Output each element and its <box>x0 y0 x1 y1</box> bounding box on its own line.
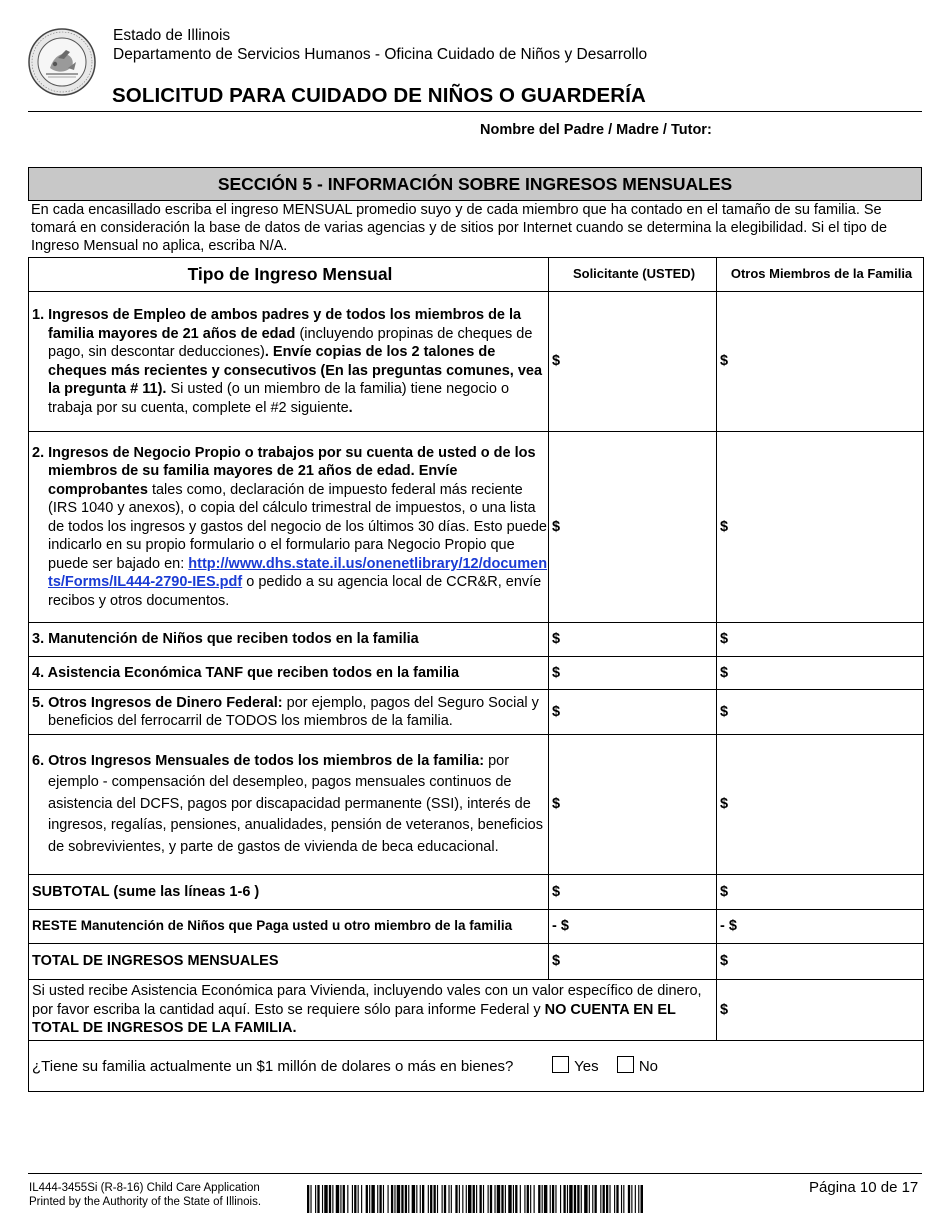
footer-divider <box>28 1173 922 1174</box>
currency-symbol: $ <box>552 518 561 535</box>
currency-symbol: $ <box>720 953 729 970</box>
subtotal-others-field[interactable] <box>717 875 924 910</box>
row-3-number: 3. <box>32 631 45 648</box>
currency-symbol: $ <box>720 703 729 720</box>
row-5-number: 5. <box>32 694 45 711</box>
row-5-bold-text: Otros Ingresos de Dinero Federal: <box>48 694 283 711</box>
currency-symbol: $ <box>720 1001 729 1018</box>
yes-checkbox[interactable] <box>552 1056 569 1073</box>
table-header-row <box>29 258 924 292</box>
currency-symbol: $ <box>720 796 729 813</box>
footer-form-id: IL444-3455Si (R-8-16) Child Care Application <box>29 1182 260 1194</box>
row-5-others-field[interactable] <box>717 690 924 735</box>
header-income-type: Tipo de Ingreso Mensual <box>29 258 549 292</box>
table-row-federal-income <box>29 690 924 735</box>
row-2-bold-text: Ingresos de Negocio Propio o trabajos por su cuenta de usted o de los miembros de su familia mayores de 21 años de edad. Envíe comprobantes <box>48 444 536 498</box>
table-row-self-employment <box>29 432 924 623</box>
currency-symbol: $ <box>720 883 729 900</box>
currency-symbol: $ <box>552 796 561 813</box>
subtract-label: RESTE Manutención de Niños que Paga usted u otro miembro de la familia <box>29 910 549 944</box>
footer-printed-by: Printed by the Authority of the State of Illinois. <box>29 1196 262 1208</box>
footer-form-info <box>29 1181 261 1209</box>
self-employment-form-link[interactable]: http://www.dhs.state.il.us/onenetlibrary/12/documents/Forms/IL444-2790-IES.pdf <box>48 555 548 591</box>
row-3-text: Manutención de Niños que reciben todos en la familia <box>48 631 419 648</box>
row-5-text: por ejemplo, pagos del Seguro Social y beneficios del ferrocarril de TODOS los miembros de la familia. <box>48 694 539 729</box>
table-row-subtotal <box>29 875 924 910</box>
row-6-applicant-field[interactable] <box>549 735 717 875</box>
no-option <box>617 1056 658 1077</box>
row-2-number: 2. <box>32 444 45 461</box>
row-4-label <box>29 657 549 690</box>
row-1-text-2: Si usted (o un miembro de la familia) tiene negocio o trabaja por su cuenta, complete el #2 siguiente <box>48 381 510 416</box>
currency-symbol: $ <box>552 631 561 648</box>
table-row-other-monthly-income <box>29 735 924 875</box>
table-row-total <box>29 944 924 980</box>
currency-symbol: $ <box>720 664 729 681</box>
header-divider <box>28 111 922 112</box>
section-5-header: SECCIÓN 5 - INFORMACIÓN SOBRE INGRESOS MENSUALES <box>28 167 922 201</box>
row-1-bold-text: Ingresos de Empleo de ambos padres y de todos los miembros de la familia mayores de 21 años de edad <box>48 307 522 342</box>
table-row-child-support-received <box>29 623 924 657</box>
row-5-label <box>29 690 549 735</box>
housing-text: Si usted recibe Asistencia Económica para Vivienda, incluyendo vales con un valor específico de dinero, por favor escriba la cantidad aquí. Esto se requiere sólo para informe Federal y <box>32 983 702 1018</box>
table-row-employment <box>29 292 924 432</box>
assets-question-cell <box>29 1041 924 1092</box>
row-1-period: . <box>348 399 353 416</box>
total-label: TOTAL DE INGRESOS MENSUALES <box>29 944 549 980</box>
row-1-others-field[interactable] <box>717 292 924 432</box>
row-3-applicant-field[interactable] <box>549 623 717 657</box>
no-checkbox[interactable] <box>617 1056 634 1073</box>
parent-name-label: Nombre del Padre / Madre / Tutor: <box>480 122 712 138</box>
currency-symbol: $ <box>720 353 729 370</box>
table-row-housing-assistance <box>29 980 924 1041</box>
table-row-tanf <box>29 657 924 690</box>
row-2-label <box>29 432 549 623</box>
subtract-applicant-field[interactable] <box>549 910 717 944</box>
header-applicant: Solicitante (USTED) <box>549 258 717 292</box>
currency-symbol: $ <box>552 703 561 720</box>
currency-symbol: $ <box>552 953 561 970</box>
no-label: No <box>638 1057 659 1075</box>
income-table <box>28 257 924 1092</box>
currency-symbol: $ <box>552 883 561 900</box>
agency-state: Estado de Illinois <box>113 27 231 44</box>
yes-option <box>552 1056 598 1077</box>
row-6-text: por ejemplo - compensación del desempleo, pagos mensuales continuos de asistencia del DCFS, pagos por discapacidad permanente (SSI), interés de ingresos, regalías, pensiones, anualidades, pensión de veteranos, beneficios de sobrevivientes, y parte de gastos de vivienda de beca educacional. <box>48 752 543 855</box>
total-applicant-field[interactable] <box>549 944 717 980</box>
housing-assistance-label <box>29 980 717 1041</box>
row-1-label <box>29 292 549 432</box>
housing-bold-text: NO CUENTA EN EL TOTAL DE INGRESOS DE LA FAMILIA. <box>32 1001 676 1037</box>
row-5-applicant-field[interactable] <box>549 690 717 735</box>
table-row-subtract-child-support <box>29 910 924 944</box>
housing-assistance-field[interactable] <box>717 980 924 1041</box>
row-2-applicant-field[interactable] <box>549 432 717 623</box>
row-4-text: Asistencia Económica TANF que reciben todos en la familia <box>47 664 460 681</box>
row-1-bold-instructions: . Envíe copias de los 2 talones de cheques más recientes y consecutivos (En las preguntas comunes, vea la pregunta # 11). <box>48 344 543 397</box>
row-6-label <box>29 735 549 875</box>
agency-department: Departamento de Servicios Humanos - Oficina Cuidado de Niños y Desarrollo <box>113 46 648 63</box>
barcode-icon <box>307 1185 643 1213</box>
currency-symbol: $ <box>720 518 729 535</box>
row-6-others-field[interactable] <box>717 735 924 875</box>
row-4-others-field[interactable] <box>717 657 924 690</box>
row-3-others-field[interactable] <box>717 623 924 657</box>
form-title: SOLICITUD PARA CUIDADO DE NIÑOS O GUARDERÍA <box>112 84 646 107</box>
assets-question-text: ¿Tiene su familia actualmente un $1 millón de dolares o más en bienes? <box>32 1057 514 1075</box>
subtotal-applicant-field[interactable] <box>549 875 717 910</box>
row-1-text: (incluyendo propinas de cheques de pago, sin descontar deducciones) <box>48 325 533 360</box>
row-3-label <box>29 623 549 657</box>
currency-symbol: $ <box>720 631 729 648</box>
currency-symbol: $ <box>552 664 561 681</box>
subtract-others-field[interactable] <box>717 910 924 944</box>
table-row-assets-question <box>29 1041 924 1092</box>
row-2-text-2: o pedido a su agencia local de CCR&R, envíe recibos y otros documentos. <box>48 574 542 609</box>
currency-symbol: $ <box>552 353 561 370</box>
section-intro: En cada encasillado escriba el ingreso MENSUAL promedio suyo y de cada miembro que ha contado en el tamaño de su familia. Se tomará en consideración la base de datos de varias agencias y de sitios por Internet cuando se determina la elegibilidad. Si el tipo de Ingreso Mensual no aplica, escriba N/A. <box>31 202 888 254</box>
header-other-members: Otros Miembros de la Familia <box>717 258 924 292</box>
row-4-applicant-field[interactable] <box>549 657 717 690</box>
minus-currency-symbol: - $ <box>552 918 569 935</box>
row-6-number: 6. <box>32 752 45 769</box>
row-1-number: 1. <box>32 307 45 323</box>
row-1-applicant-field[interactable] <box>549 292 717 432</box>
state-seal-icon <box>28 28 96 96</box>
row-2-text: tales como, declaración de impuesto federal más reciente (IRS 1040 y anexos), o copia del cálculo trimestral de impuestos, o una lista de todos los ingresos y gastos del negocio de los últimos 30 días. Esto puede indicarlo en su propio formulario o el formulario para Negocio Propio que puede ser bajado en: <box>48 481 547 572</box>
yes-label: Yes <box>574 1057 599 1075</box>
subtotal-label: SUBTOTAL (sume las líneas 1-6 ) <box>29 875 549 910</box>
total-others-field[interactable] <box>717 944 924 980</box>
page-number: Página 10 de 17 <box>809 1179 919 1196</box>
minus-currency-symbol: - $ <box>720 918 737 935</box>
row-4-number: 4. <box>32 664 45 681</box>
row-2-others-field[interactable] <box>717 432 924 623</box>
agency-block <box>113 26 647 64</box>
row-6-bold-text: Otros Ingresos Mensuales de todos los miembros de la familia: <box>48 752 485 769</box>
